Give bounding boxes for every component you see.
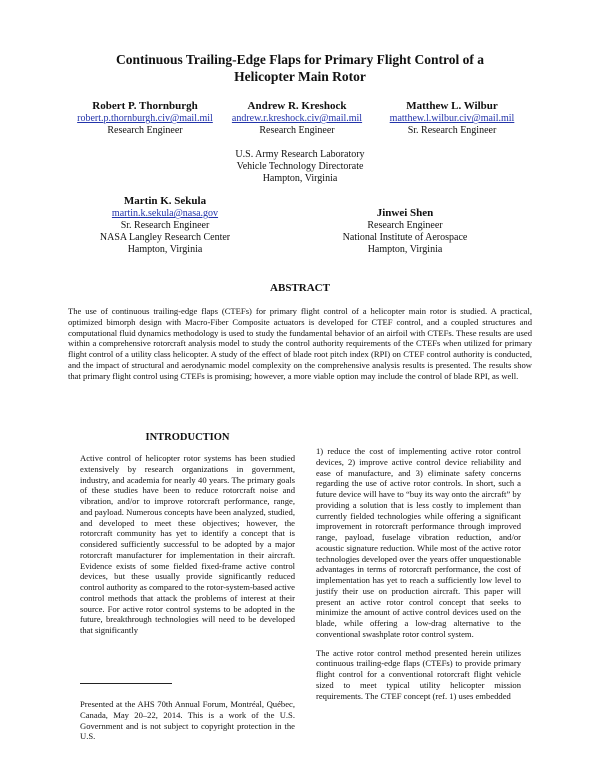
paper-title-line-1: Continuous Trailing-Edge Flaps for Primary Flight Control of a xyxy=(115,52,485,67)
author-name: Martin K. Sekula xyxy=(123,195,207,207)
author-block-sekula xyxy=(80,194,250,256)
footnote: Presented at the AHS 70th Annual Forum, Montréal, Québec, Canada, May 20–22, 2014. This is a work of the U.S. Government and is not subject to copyright protection in the U.S. xyxy=(80,699,295,742)
author-email-link[interactable]: andrew.r.kreshock.civ@mail.mil xyxy=(231,113,363,124)
author-role: Sr. Research Engineer xyxy=(407,125,497,136)
paragraph: 1) reduce the cost of implementing active rotor control devices, 2) improve active control device reliability and ease of manufacture, and 3) eliminate safety concerns regarding the use of active rotor controls. In short, such a future device will have to “buy its way onto the aircraft” by providing a solution that is less costly to implement than currently fielded technologies while offering a significant improvement in rotorcraft performance through improved range, payload, fuselage vibration reduction, and/or acoustic signature reduction. While most of the active rotor technologies developed over the years offer unquestionable advantages in terms of rotorcraft performance, the cost of implementation has yet to reach a sufficiently low level to justify their use on production aircraft. This paper will present an active rotor control concept that seeks to minimize the amount of active control devices used on the blade, while offering a low-drag alternative to the conventional swashplate rotor control system. xyxy=(316,446,521,639)
author-block-wilbur xyxy=(367,99,537,137)
affiliation-line: U.S. Army Research Laboratory xyxy=(235,149,365,160)
author-name: Matthew L. Wilbur xyxy=(406,100,498,112)
affiliation-line: National Institute of Aerospace xyxy=(342,232,468,243)
introduction-heading: INTRODUCTION xyxy=(145,432,230,443)
author-role: Research Engineer xyxy=(107,125,183,136)
affiliation-line: Hampton, Virginia xyxy=(367,244,443,255)
author-block-thornburgh xyxy=(60,99,230,137)
author-email-link[interactable]: matthew.l.wilbur.civ@mail.mil xyxy=(389,113,515,124)
paper-title-line-2: Helicopter Main Rotor xyxy=(234,69,366,84)
author-block-kreshock xyxy=(207,99,387,137)
author-name: Robert P. Thornburgh xyxy=(92,100,198,112)
affiliation-line: Vehicle Technology Directorate xyxy=(236,161,364,172)
author-block-shen xyxy=(320,206,490,256)
affiliation-army xyxy=(180,149,420,185)
affiliation-line: Hampton, Virginia xyxy=(262,173,338,184)
author-name: Andrew R. Kreshock xyxy=(247,100,347,112)
introduction-column-1 xyxy=(80,453,295,636)
affiliation-line: Hampton, Virginia xyxy=(127,244,203,255)
author-role: Research Engineer xyxy=(259,125,335,136)
author-role: Research Engineer xyxy=(367,220,443,231)
abstract-text: The use of continuous trailing-edge flaps (CTEFs) for primary flight control of a helicopter main rotor is studied. A practical, optimized bimorph design with Macro-Fiber Composite actuators is developed for CTEF control, and a coupled structures and computational fluid dynamics methodology is used to study the fundamental behavior of an airfoil with CTEFs. These results are used within a comprehensive rotorcraft analysis model to study the control authority requirements of the CTEFs when utilized for primary flight control of a utility class helicopter. A study of the effect of blade root pitch index (RPI) on CTEF control authority is conducted, and the impact of structural and aerodynamic model complexity on the comprehensive analysis results is presented. The results show that primary flight control using CTEFs is promising; however, a more viable option may include the control of blade RPI, as well. xyxy=(68,306,532,381)
footnote-divider xyxy=(80,683,172,684)
abstract-heading: ABSTRACT xyxy=(270,282,330,294)
paragraph: The active rotor control method presented herein utilizes continuous trailing-edge flaps (CTEFs) to provide primary flight control for a conventional rotorcraft flight vehicle sized to meet typical utility helicopter mission requirements. The CTEF concept (ref. 1) uses embedded xyxy=(316,647,521,701)
paragraph: Active control of helicopter rotor systems has been studied extensively by research organizations in government, industry, and academia for nearly 40 years. The primary goals of these studies have been to reduce rotorcraft noise and vibration, and/or to improve rotorcraft performance, range, and payload. Numerous concepts have been analyzed, studied, and developed to meet these objectives; however, the rotorcraft community has yet to identify a concept that is considered sufficiently successful to be adopted by a major rotorcraft manufacturer for implementation in their aircraft. Evidence exists of some fielded fixed-frame active control devices, but these usually provide significantly reduced control authority as compared to the rotor-system-based active control methods that attack the problems of interest at their source. For active rotor control systems to be adopted in the future, breakthrough technologies will need to be developed that significantly xyxy=(80,453,295,635)
author-email-link[interactable]: martin.k.sekula@nasa.gov xyxy=(111,208,219,219)
paper-title xyxy=(0,51,600,85)
author-name: Jinwei Shen xyxy=(376,207,434,219)
affiliation-line: NASA Langley Research Center xyxy=(99,232,231,243)
author-role: Sr. Research Engineer xyxy=(120,220,210,231)
author-email-link[interactable]: robert.p.thornburgh.civ@mail.mil xyxy=(77,113,213,124)
introduction-column-2 xyxy=(316,446,521,701)
